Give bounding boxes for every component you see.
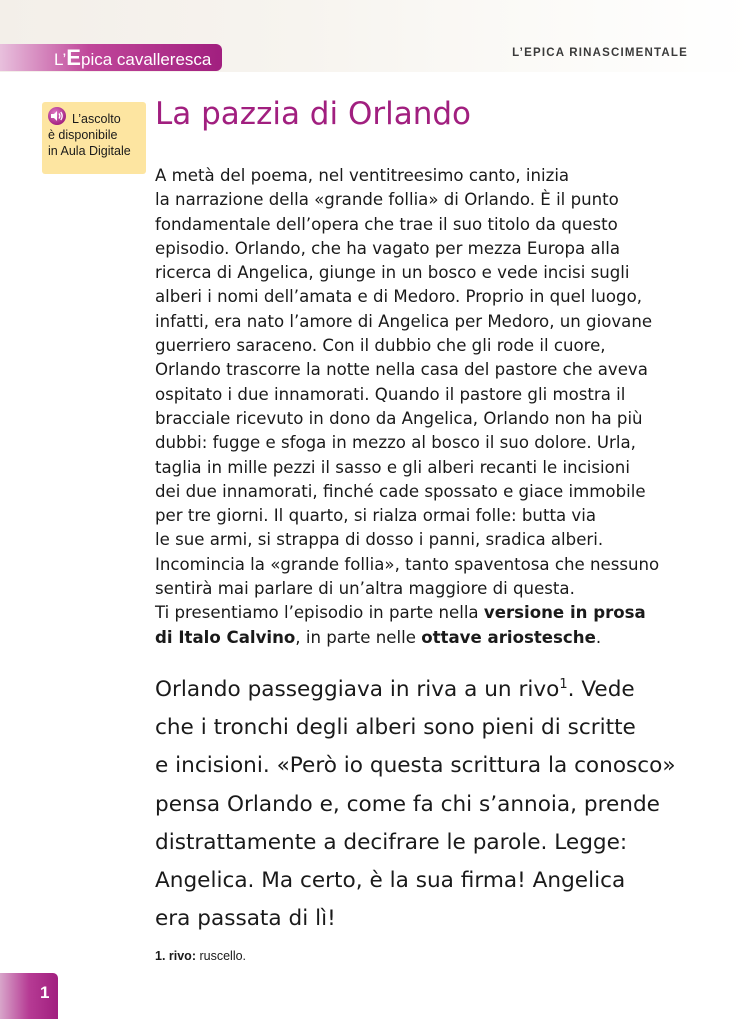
footnote-label: 1. rivo:	[155, 949, 196, 963]
intro-line: guerriero saraceno. Con il dubbio che gli rode il cuore,	[155, 336, 606, 356]
audio-label-line2: è disponibile	[48, 128, 118, 142]
intro-line: A metà del poema, nel ventitreesimo canto, inizia	[155, 166, 570, 185]
intro-line: le sue armi, si strappa di dosso i panni, sradica alberi.	[155, 530, 604, 550]
section-name: pica cavalleresca	[80, 50, 212, 69]
footnote-text: ruscello.	[196, 949, 247, 963]
page-title: La pazzia di Orlando	[155, 96, 471, 132]
excerpt-line: era passata di lì!	[155, 906, 336, 932]
intro-line: taglia in mille pezzi il sasso e gli alberi recanti le incisioni	[155, 457, 630, 477]
intro-line: dubbi: fugge e sfoga in mezzo al bosco il suo dolore. Urla,	[155, 433, 636, 453]
speaker-icon[interactable]	[48, 107, 66, 125]
speaker-glyph	[50, 110, 64, 122]
excerpt-line: e incisioni. «Però io questa scrittura la conosco»	[155, 753, 676, 779]
intro-line: bracciale ricevuto in dono da Angelica, Orlando non ha più	[155, 408, 643, 428]
intro-line: episodio. Orlando, che ha vagato per mezza Europa alla	[155, 238, 621, 258]
intro-line: la narrazione della «grande follia» di Orlando. È il punto	[155, 190, 619, 210]
excerpt-line: Angelica. Ma certo, è la sua firma! Angelica	[155, 868, 626, 894]
intro-line: dei due innamorati, finché cade spossato e giace immobile	[155, 481, 646, 501]
section-tab	[0, 44, 222, 71]
running-head: L’EPICA RINASCIMENTALE	[512, 47, 688, 59]
intro-closing-text: Ti presentiamo l’episodio in parte nella	[155, 603, 484, 623]
intro-closing-bold: versione in prosa	[483, 603, 646, 623]
excerpt-line: distrattamente a decifrare le parole. Legge:	[155, 829, 628, 855]
intro-line: sentirà mai parlare di un’altra maggiore di questa.	[155, 579, 575, 599]
intro-line: Incomincia la «grande follia», tanto spaventosa che nessuno	[155, 554, 660, 574]
footnote-reference[interactable]: 1	[559, 677, 568, 692]
intro-line: infatti, era nato l’amore di Angelica per Medoro, un giovane	[155, 311, 653, 331]
intro-line: ospitato i due innamorati. Quando il pastore gli mostra il	[155, 384, 626, 404]
intro-closing-text: , in parte nelle	[295, 627, 422, 647]
intro-closing-text: .	[595, 627, 602, 647]
audio-box[interactable]	[42, 102, 146, 174]
intro-line: Orlando trascorre la notte nella casa del pastore che aveva	[155, 360, 648, 380]
excerpt-line-text: Orlando passeggiava in riva a un rivo	[155, 677, 560, 702]
page-number: 1	[0, 973, 58, 1019]
excerpt-line: pensa Orlando e, come fa chi s’annoia, prende	[155, 791, 660, 817]
intro-closing-line1	[155, 601, 695, 625]
intro-line: fondamentale dell’opera che trae il suo titolo da questo	[155, 214, 618, 234]
excerpt-text	[155, 671, 715, 938]
excerpt-line-text: . Vede	[567, 677, 635, 702]
intro-paragraph	[155, 164, 695, 650]
footnote	[155, 949, 246, 963]
audio-label-line1: L’ascolto	[72, 112, 121, 126]
intro-line: per tre giorni. Il quarto, si rialza ormai folle: butta via	[155, 506, 597, 526]
section-initial: E	[66, 45, 81, 70]
intro-closing-bold: di Italo Calvino	[155, 627, 296, 647]
audio-label-line3: in Aula Digitale	[48, 144, 131, 158]
intro-closing-bold: ottave ariostesche	[421, 627, 596, 647]
intro-line: alberi i nomi dell’amata e di Medoro. Proprio in quel luogo,	[155, 287, 643, 307]
excerpt-line	[155, 671, 715, 709]
intro-closing-line2	[155, 626, 695, 650]
intro-line: ricerca di Angelica, giunge in un bosco e vede incisi sugli	[155, 263, 630, 283]
excerpt-line: che i tronchi degli alberi sono pieni di scritte	[155, 715, 636, 741]
section-prefix: L’	[54, 50, 67, 69]
